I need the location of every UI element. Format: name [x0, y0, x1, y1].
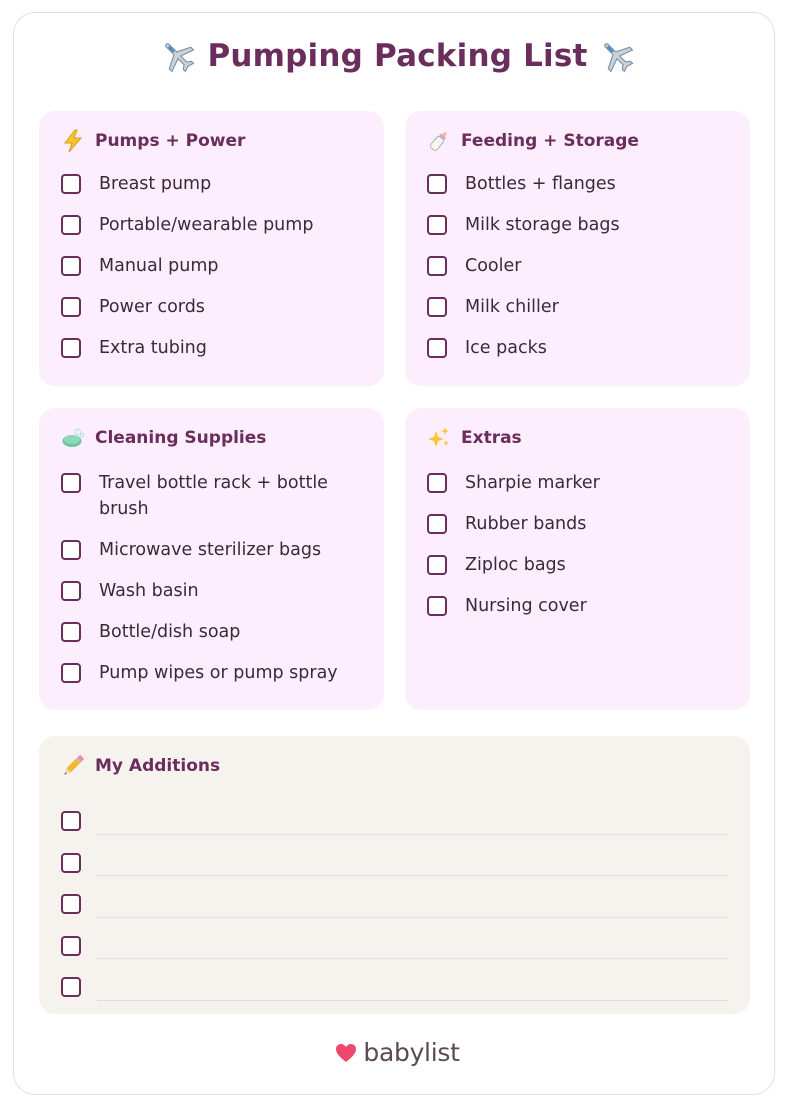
checkbox[interactable] [61, 622, 81, 642]
checklist [61, 173, 366, 378]
item-label: Bottles + flanges [465, 174, 616, 194]
list-item [427, 337, 732, 378]
item-label: Ziploc bags [465, 555, 566, 575]
section-title: Cleaning Supplies [95, 428, 267, 448]
section-title: Extras [461, 428, 522, 448]
item-label: Rubber bands [465, 514, 587, 534]
checkbox[interactable] [427, 555, 447, 575]
pencil-icon [61, 754, 85, 778]
section-header [427, 129, 639, 153]
checkbox[interactable] [427, 473, 447, 493]
section-header [61, 754, 220, 778]
item-label: Cooler [465, 256, 522, 276]
checkbox[interactable] [61, 894, 81, 914]
checkbox[interactable] [61, 811, 81, 831]
list-item [427, 554, 732, 595]
checkbox[interactable] [61, 256, 81, 276]
list-item [427, 472, 732, 513]
checkbox[interactable] [61, 663, 81, 683]
item-label: Milk storage bags [465, 215, 620, 235]
checklist [427, 472, 732, 636]
checklist [427, 173, 732, 378]
list-item [427, 513, 732, 554]
addition-row [61, 883, 728, 925]
list-item [61, 296, 366, 337]
checkbox[interactable] [61, 853, 81, 873]
checkbox[interactable] [61, 581, 81, 601]
sparkles-icon [427, 426, 451, 450]
checkbox[interactable] [61, 174, 81, 194]
checkbox[interactable] [427, 514, 447, 534]
section-header [61, 426, 266, 450]
write-in-line[interactable] [97, 833, 728, 835]
item-label: Milk chiller [465, 297, 559, 317]
list-item [61, 337, 366, 378]
checkbox[interactable] [427, 215, 447, 235]
airplane-icon [159, 37, 197, 75]
item-label: Wash basin [99, 581, 199, 601]
write-in-line[interactable] [97, 916, 728, 918]
list-item [427, 255, 732, 296]
page-title-text: Pumping Packing List [207, 38, 588, 74]
section-title: Pumps + Power [95, 131, 246, 151]
brand-footer [0, 1038, 795, 1067]
item-label: Bottle/dish soap [99, 622, 241, 642]
item-label: Breast pump [99, 174, 212, 194]
list-item [61, 580, 366, 621]
list-item [427, 173, 732, 214]
lightning-icon [61, 129, 85, 153]
list-item [61, 214, 366, 255]
checkbox[interactable] [61, 473, 81, 493]
section-feeding-storage [405, 111, 750, 386]
item-label: Ice packs [465, 338, 547, 358]
list-item [427, 595, 732, 636]
list-item [61, 539, 366, 580]
item-label: Power cords [99, 297, 205, 317]
baby-bottle-icon [427, 129, 451, 153]
heart-icon [335, 1043, 357, 1063]
checkbox[interactable] [61, 936, 81, 956]
checkbox[interactable] [427, 338, 447, 358]
section-title: Feeding + Storage [461, 131, 639, 151]
checklist [61, 472, 366, 703]
checkbox[interactable] [61, 540, 81, 560]
checkbox[interactable] [427, 256, 447, 276]
checkbox[interactable] [61, 977, 81, 997]
section-extras [405, 408, 750, 710]
item-label: Travel bottle rack + bottle brush [99, 473, 328, 519]
item-label: Extra tubing [99, 338, 207, 358]
list-item [427, 214, 732, 255]
addition-row [61, 842, 728, 884]
list-item [61, 662, 366, 703]
checkbox[interactable] [61, 297, 81, 317]
checkbox[interactable] [427, 596, 447, 616]
section-header [61, 129, 245, 153]
list-item [61, 255, 366, 296]
airplane-icon [598, 37, 636, 75]
checkbox[interactable] [61, 338, 81, 358]
section-cleaning-supplies [39, 408, 384, 710]
brand-logo-text: babylist [363, 1038, 460, 1067]
checkbox[interactable] [427, 174, 447, 194]
section-my-additions [39, 736, 750, 1014]
page-title [0, 34, 795, 78]
section-pumps-power [39, 111, 384, 386]
list-item [61, 173, 366, 214]
list-item [427, 296, 732, 337]
section-title: My Additions [95, 756, 221, 776]
additions-rows [61, 800, 728, 1008]
write-in-line[interactable] [97, 999, 728, 1001]
checkbox[interactable] [427, 297, 447, 317]
item-label: Pump wipes or pump spray [99, 663, 338, 683]
item-label: Portable/wearable pump [99, 215, 314, 235]
write-in-line[interactable] [97, 957, 728, 959]
addition-row [61, 925, 728, 967]
checkbox[interactable] [61, 215, 81, 235]
list-item [61, 472, 366, 539]
addition-row [61, 966, 728, 1008]
item-label: Microwave sterilizer bags [99, 540, 322, 560]
list-item [61, 621, 366, 662]
addition-row [61, 800, 728, 842]
soap-icon [61, 426, 85, 450]
item-label: Nursing cover [465, 596, 587, 616]
item-label: Manual pump [99, 256, 219, 276]
section-header [427, 426, 522, 450]
item-label: Sharpie marker [465, 473, 600, 493]
write-in-line[interactable] [97, 874, 728, 876]
